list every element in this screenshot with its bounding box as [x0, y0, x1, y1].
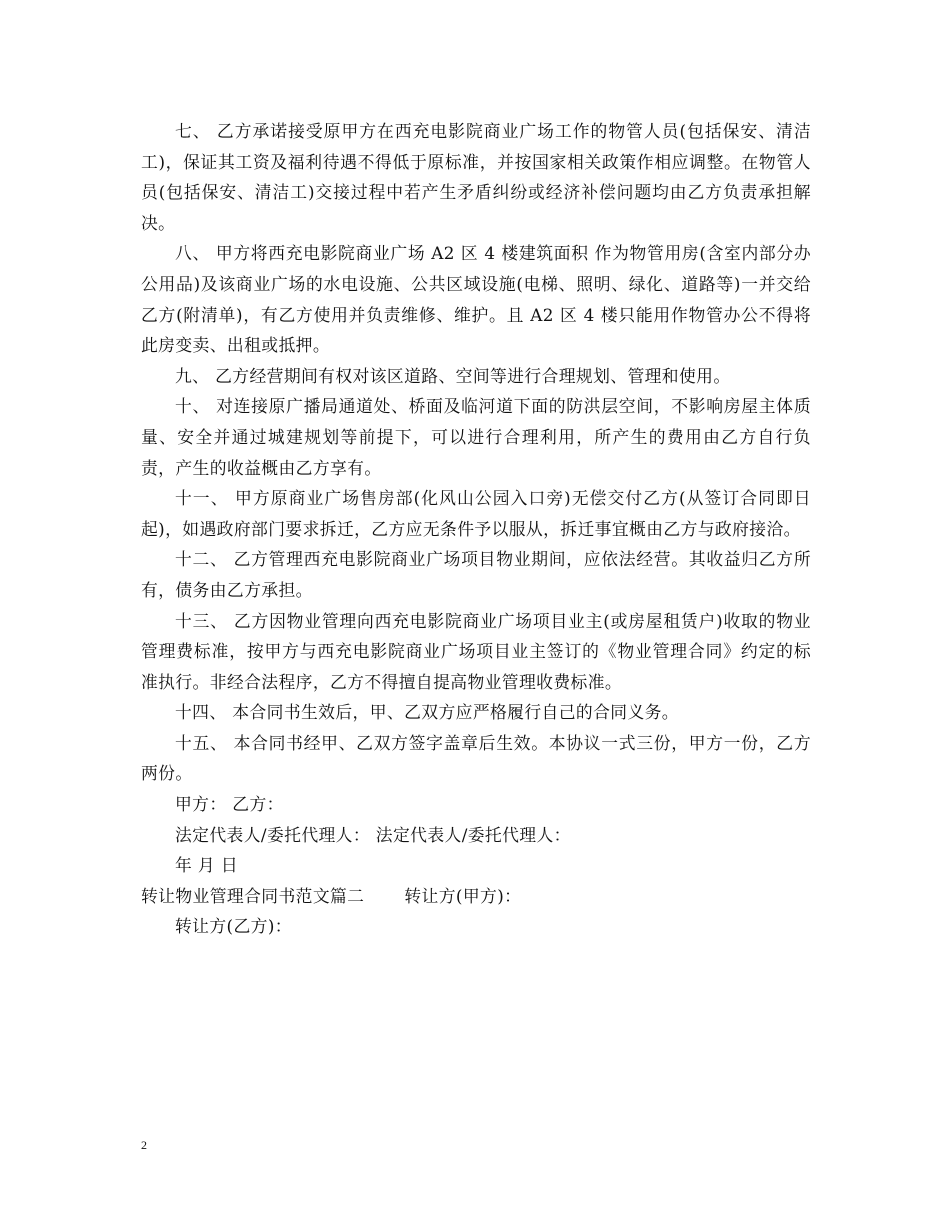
signature-line: 甲方： 乙方： [175, 794, 284, 815]
clause-15: 十五、 本合同书经甲、乙双方签字盖章后生效。本协议一式三份，甲方一份，乙方两份。 [141, 732, 811, 784]
date-line: 年 月 日 [175, 855, 239, 876]
document-body [141, 116, 811, 942]
next-section-title: 转让物业管理合同书范文篇二 [141, 885, 365, 906]
clause-13: 十三、 乙方因物业管理向西充电影院商业广场项目业主(或房屋租赁户)收取的物业管理费标准，按甲方与西充电影院商业广场项目业主签订的《物业管理合同》约定的标准执行。非经合法程序，乙方不得擅自提高物业管理收费标准。 [141, 610, 811, 692]
transferor-a-label: 转让方(甲方)： [404, 885, 522, 906]
clause-9: 九、 乙方经营期间有权对该区道路、空间等进行合理规划、管理和使用。 [175, 365, 731, 386]
clause-11: 十一、 甲方原商业广场售房部(化风山公园入口旁)无偿交付乙方(从签订合同即日起)，如遇政府部门要求拆迁，乙方应无条件予以服从，拆迁事宜概由乙方与政府接洽。 [141, 488, 811, 539]
next-section-line [141, 881, 811, 912]
clause-10: 十、 对连接原广播局通道处、桥面及临河道下面的防洪层空间，不影响房屋主体质量、安全并通过城建规划等前提下，可以进行合理利用，所产生的费用由乙方自行负责，产生的收益概由乙方享有。 [141, 396, 811, 478]
clause-8: 八、 甲方将西充电影院商业广场 A2 区 4 楼建筑面积 作为物管用房(含室内部分办公用品)及该商业广场的水电设施、公共区域设施(电梯、照明、绿化、道路等)一并交给乙方(附清单)，有乙方使用并负责维修、维护。且 A2 区 4 楼只能用作物管办公不得将此房变卖、出租或抵押。 [141, 243, 811, 356]
transferor-b-label: 转让方(乙方)： [175, 916, 292, 937]
clause-14: 十四、 本合同书生效后，甲、乙双方应严格履行自己的合同义务。 [175, 702, 679, 723]
representative-line: 法定代表人/委托代理人： 法定代表人/委托代理人： [175, 824, 571, 845]
clause-7: 七、 乙方承诺接受原甲方在西充电影院商业广场工作的物管人员(包括保安、清洁工)，保证其工资及福利待遇不得低于原标准，并按国家相关政策作相应调整。在物管人员(包括保安、清洁工)交接过程中若产生矛盾纠纷或经济补偿问题均由乙方负责承担解决。 [141, 121, 811, 233]
page-number: 2 [141, 1138, 147, 1152]
clause-12: 十二、 乙方管理西充电影院商业广场项目物业期间，应依法经营。其收益归乙方所有，债务由乙方承担。 [141, 549, 811, 600]
